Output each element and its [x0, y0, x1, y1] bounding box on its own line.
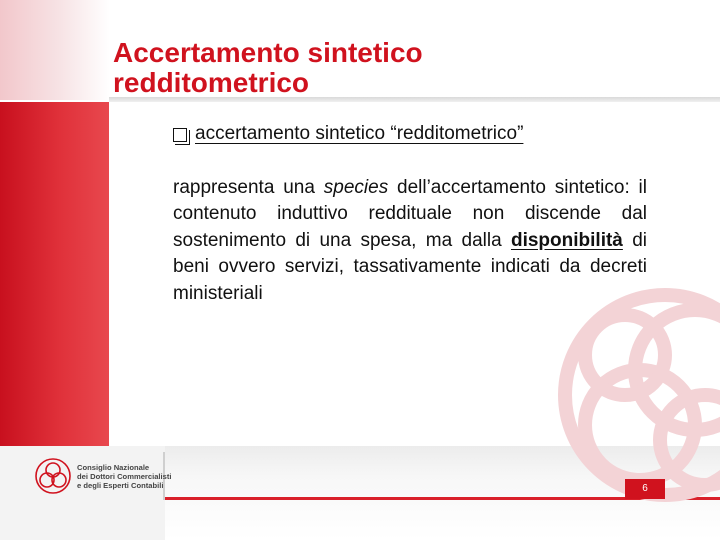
bullet-text: accertamento sintetico “redditometrico” — [195, 123, 524, 144]
paragraph-bold: disponibilità — [510, 229, 623, 251]
body-paragraph — [173, 175, 647, 307]
left-red-bar — [0, 102, 109, 446]
title-line-2: redditometrico — [113, 67, 310, 98]
org-name-line-3: e degli Esperti Contabili — [77, 481, 164, 490]
title-line-1: Accertamento sintetico — [113, 37, 423, 68]
org-name-line-2: dei Dottori Commercialisti — [77, 472, 172, 481]
bullet-heading — [173, 122, 633, 146]
paragraph-italic: species — [323, 177, 389, 198]
org-name — [77, 463, 172, 490]
page-number: 6 — [625, 479, 665, 499]
org-name-line-1: Consiglio Nazionale — [77, 463, 150, 472]
paragraph-text-3: di beni ovvero servizi, tassativamente indicati da decreti ministeriali — [173, 229, 647, 304]
footer-logo-area — [0, 446, 172, 540]
paragraph-text-1: rappresenta una — [173, 177, 324, 198]
slide-title — [113, 38, 533, 98]
paragraph-text-2: dell’accertamento sintetico: il contenuto induttivo reddituale non discende dal sostenimento di una spesa, ma dalla — [173, 177, 647, 251]
cndcec-logo-icon — [33, 456, 73, 496]
checkbox-icon — [173, 128, 187, 142]
